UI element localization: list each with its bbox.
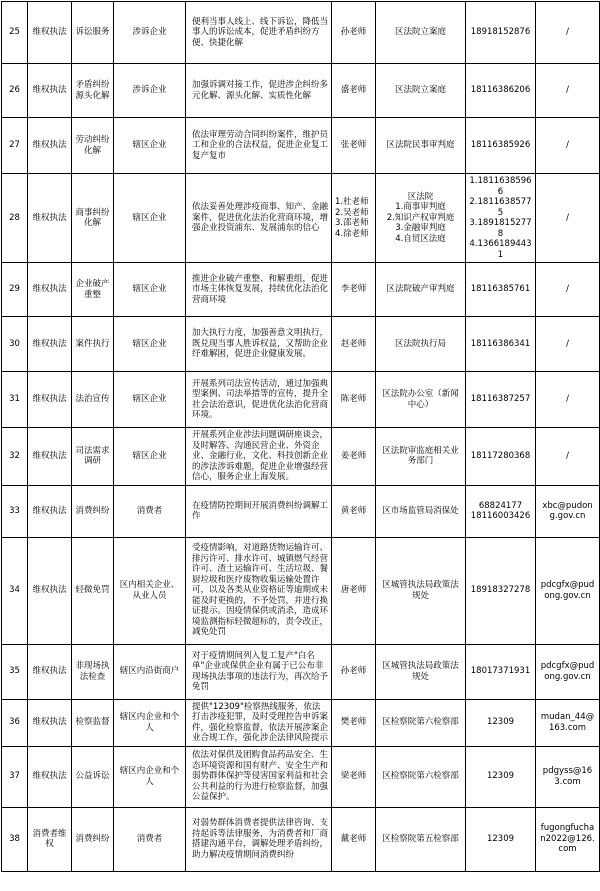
service-item: 法治宣传 xyxy=(72,372,114,428)
service-item: 司法需求调研 xyxy=(72,428,114,486)
service-item: 消费纠纷 xyxy=(72,807,114,871)
category: 维权执法 xyxy=(28,64,72,118)
table-row xyxy=(2,699,600,746)
department: 区法院破产审判庭 xyxy=(376,263,466,317)
department: 区法院 1.商事审判庭 2.知识产权审判庭 3.金融审判庭 4.自贸区法庭 xyxy=(376,174,466,263)
row-number: 28 xyxy=(2,174,28,263)
table-row xyxy=(2,372,600,428)
phone: 18116386206 xyxy=(466,64,536,118)
row-number: 29 xyxy=(2,263,28,317)
service-item: 商事纠纷化解 xyxy=(72,174,114,263)
category: 维权执法 xyxy=(28,485,72,537)
row-number: 27 xyxy=(2,118,28,174)
service-item: 公益诉讼 xyxy=(72,746,114,807)
contact-person: 1.杜老师 2.吴老师 3.邵老师 4.徐老师 xyxy=(332,174,376,263)
table-row xyxy=(2,64,600,118)
row-number: 35 xyxy=(2,644,28,699)
row-number: 38 xyxy=(2,807,28,871)
service-item: 非现场执法检查 xyxy=(72,644,114,699)
contact-person: 戴老师 xyxy=(332,807,376,871)
phone: 12309 xyxy=(466,746,536,807)
table-body xyxy=(2,2,600,872)
target-group: 辖区企业 xyxy=(114,174,186,263)
department: 区城管执法局政策法规处 xyxy=(376,537,466,644)
table-row xyxy=(2,746,600,807)
category: 维权执法 xyxy=(28,699,72,746)
phone: 18116385761 xyxy=(466,263,536,317)
target-group: 辖区企业 xyxy=(114,428,186,486)
contact-person: 樊老师 xyxy=(332,699,376,746)
service-table xyxy=(1,1,600,872)
table-row xyxy=(2,537,600,644)
department: 区检察院第六检察部 xyxy=(376,746,466,807)
table-row xyxy=(2,807,600,871)
category: 维权执法 xyxy=(28,174,72,263)
contact-person: 梁老师 xyxy=(332,746,376,807)
phone: 12309 xyxy=(466,807,536,871)
category: 维权执法 xyxy=(28,537,72,644)
description: 依法妥善处理涉疫商事、知产、金融案件，促进优化法治化营商环境，增强企业投资浦东、发展浦东的信心 xyxy=(186,174,332,263)
department: 区检察院第五检察部 xyxy=(376,807,466,871)
service-item: 案件执行 xyxy=(72,317,114,372)
email: pdgyss@163.com xyxy=(536,746,600,807)
category: 维权执法 xyxy=(28,644,72,699)
contact-person: 李老师 xyxy=(332,263,376,317)
department: 区法院立案庭 xyxy=(376,2,466,64)
row-number: 31 xyxy=(2,372,28,428)
description: 推进企业破产重整、和解重组，促进市场主体恢复发展，持续优化法治化营商环境 xyxy=(186,263,332,317)
category: 维权执法 xyxy=(28,746,72,807)
email: fugongfuchan2022@126.com xyxy=(536,807,600,871)
email: / xyxy=(536,174,600,263)
department: 区市场监管局消保处 xyxy=(376,485,466,537)
row-number: 33 xyxy=(2,485,28,537)
table-row xyxy=(2,2,600,64)
department: 区城管执法局政策法规处 xyxy=(376,644,466,699)
row-number: 37 xyxy=(2,746,28,807)
description: 开展系列司法宣传活动，通过加强典型案例、司法举措等的宣传，提升全社会法治意识，促进优化法治化营商环境。 xyxy=(186,372,332,428)
table-row xyxy=(2,428,600,486)
phone: 68824177 18116003426 xyxy=(466,485,536,537)
row-number: 25 xyxy=(2,2,28,64)
phone: 18116387257 xyxy=(466,372,536,428)
department: 区法院民事审判庭 xyxy=(376,118,466,174)
phone: 18116386341 xyxy=(466,317,536,372)
email: mudan_44@163.com xyxy=(536,699,600,746)
department: 区法院立案庭 xyxy=(376,64,466,118)
description: 受疫情影响，对道路货物运输许可、排污许可、排水许可、城镇燃气经营许可、渣土运输许可、生活垃圾、餐厨垃圾和医疗废物收集运输处置许可，以及各类从业资格证等逾期或未能及时更换的，不予处罚，并进行换证提示。因疫情保供或消杀，造成环境监测指标轻微超标的，责令改正，减免处罚 xyxy=(186,537,332,644)
description: 加大执行力度，加强善意文明执行，既兑现当事人胜诉权益，又帮助企业纾难解困，促进企业健康发展。 xyxy=(186,317,332,372)
department: 区法院执行局 xyxy=(376,317,466,372)
service-item: 矛盾纠纷源头化解 xyxy=(72,64,114,118)
target-group: 辖区企业 xyxy=(114,317,186,372)
category: 维权执法 xyxy=(28,372,72,428)
target-group: 消费者 xyxy=(114,485,186,537)
table-row xyxy=(2,317,600,372)
category: 维权执法 xyxy=(28,2,72,64)
description: 依法对保供及团购食品药品安全、生态环境资源和国有财产、安全生产和弱势群体保护等侵害国家利益和社会公共利益的行为进行检察监督，加强公益保护。 xyxy=(186,746,332,807)
email: / xyxy=(536,2,600,64)
phone: 18918152876 xyxy=(466,2,536,64)
row-number: 26 xyxy=(2,64,28,118)
description: 在疫情防控期间开展消费纠纷调解工作 xyxy=(186,485,332,537)
row-number: 36 xyxy=(2,699,28,746)
category: 维权执法 xyxy=(28,317,72,372)
target-group: 辖区内企业和个人 xyxy=(114,746,186,807)
description: 对弱势群体消费者提供法律咨询、支持起诉等法律服务，为消费者和厂商搭建沟通平台，调解处理矛盾纠纷，助力解决疫情期间消费纠纷 xyxy=(186,807,332,871)
target-group: 消费者 xyxy=(114,807,186,871)
contact-person: 唐老师 xyxy=(332,537,376,644)
phone: 18918327278 xyxy=(466,537,536,644)
contact-person: 陈老师 xyxy=(332,372,376,428)
email: / xyxy=(536,317,600,372)
email: / xyxy=(536,428,600,486)
target-group: 涉诉企业 xyxy=(114,64,186,118)
description: 加强诉调对接工作，促进涉企纠纷多元化解、源头化解、实质性化解 xyxy=(186,64,332,118)
target-group: 区内相关企业、从业人员 xyxy=(114,537,186,644)
description: 便利当事人线上、线下诉讼，降低当事人的诉讼成本，促进矛盾纠纷方便、快捷化解 xyxy=(186,2,332,64)
department: 区法院办公室（新闻中心） xyxy=(376,372,466,428)
service-item: 诉讼服务 xyxy=(72,2,114,64)
email: / xyxy=(536,372,600,428)
contact-person: 孙老师 xyxy=(332,644,376,699)
service-item: 劳动纠纷化解 xyxy=(72,118,114,174)
table-row xyxy=(2,485,600,537)
email: / xyxy=(536,64,600,118)
table-row xyxy=(2,644,600,699)
category: 消费者维权 xyxy=(28,807,72,871)
target-group: 辖区企业 xyxy=(114,263,186,317)
contact-person: 孙老师 xyxy=(332,2,376,64)
row-number: 34 xyxy=(2,537,28,644)
department: 区法院审监庭相关业务部门 xyxy=(376,428,466,486)
department: 区检察院第六检察部 xyxy=(376,699,466,746)
contact-person: 张老师 xyxy=(332,118,376,174)
phone: 12309 xyxy=(466,699,536,746)
target-group: 辖区内沿街商户 xyxy=(114,644,186,699)
target-group: 涉诉企业 xyxy=(114,2,186,64)
email: pdcgfx@pudong.gov.cn xyxy=(536,537,600,644)
row-number: 30 xyxy=(2,317,28,372)
phone: 1.18116385966 2.18116385775 3.18918152778 4.13661894431 xyxy=(466,174,536,263)
phone: 18117280368 xyxy=(466,428,536,486)
contact-person: 黄老师 xyxy=(332,485,376,537)
service-item: 轻微免罚 xyxy=(72,537,114,644)
description: 提供"12309"检察热线服务，依法打击涉疫犯罪，及时受理控告申诉案件，强化检察监督，依法开展涉案企业合规工作，强化涉企法律风险提示 xyxy=(186,699,332,746)
target-group: 辖区企业 xyxy=(114,372,186,428)
target-group: 辖区企业 xyxy=(114,118,186,174)
contact-person: 盛老师 xyxy=(332,64,376,118)
phone: 18017371931 xyxy=(466,644,536,699)
category: 维权执法 xyxy=(28,263,72,317)
contact-person: 姜老师 xyxy=(332,428,376,486)
table-row xyxy=(2,263,600,317)
email: pdcgfx@pudong.gov.cn xyxy=(536,644,600,699)
target-group: 辖区内企业和个人 xyxy=(114,699,186,746)
row-number: 32 xyxy=(2,428,28,486)
service-item: 企业破产重整 xyxy=(72,263,114,317)
contact-person: 赵老师 xyxy=(332,317,376,372)
phone: 18116385926 xyxy=(466,118,536,174)
description: 对于疫情期间列入复工复产"白名单"企业或保供企业有属于已公布非现场执法事项的违法行为，再次给予免罚 xyxy=(186,644,332,699)
description: 依法审理劳动合同纠纷案件，维护员工和企业的合法权益，促进企业复工复产复市 xyxy=(186,118,332,174)
category: 维权执法 xyxy=(28,118,72,174)
description: 开展系列企业涉法问题调研座谈会，及时解答、沟通民营企业、外资企业、金融行业，文化、科技创新企业的涉法涉诉难题，促进企业增强经营信心，服务企业上海发展。 xyxy=(186,428,332,486)
email: xbc@pudong.gov.cn xyxy=(536,485,600,537)
email: / xyxy=(536,118,600,174)
service-item: 消费纠纷 xyxy=(72,485,114,537)
table-row xyxy=(2,118,600,174)
category: 维权执法 xyxy=(28,428,72,486)
service-item: 检察监督 xyxy=(72,699,114,746)
table-row xyxy=(2,174,600,263)
email: / xyxy=(536,263,600,317)
